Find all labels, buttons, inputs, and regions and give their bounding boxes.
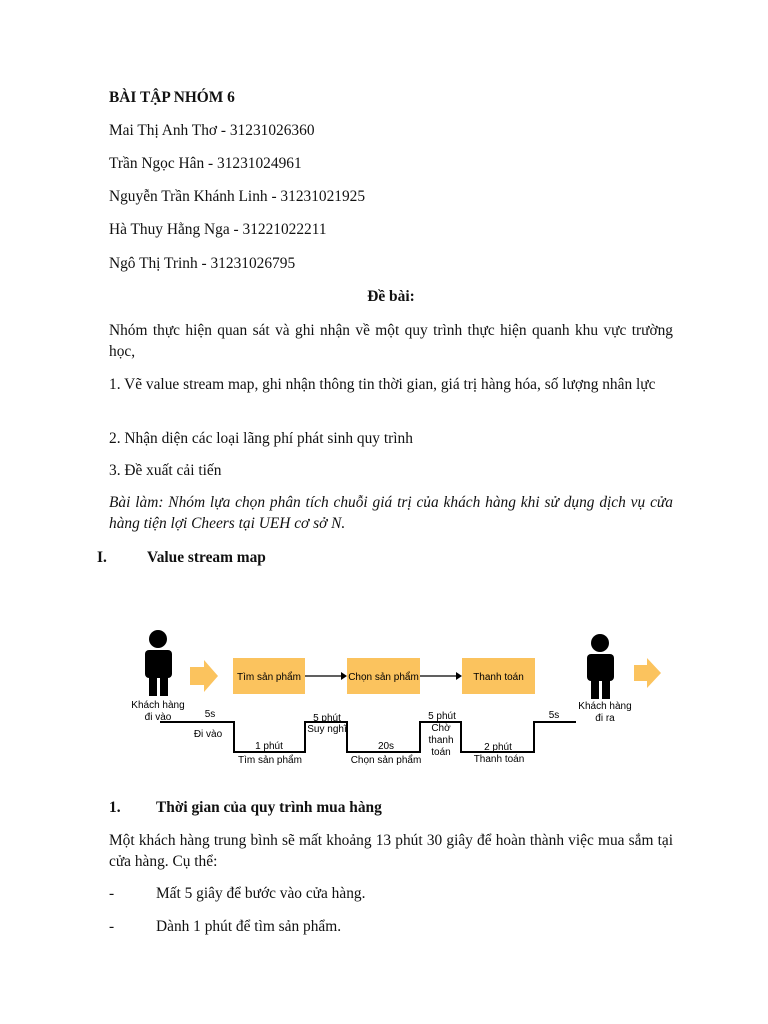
time-pay: 2 phút — [484, 742, 512, 753]
time-exit: 5s — [548, 710, 560, 721]
assignment-heading: Đề bài: — [367, 288, 415, 305]
bullet-2-text: Dành 1 phút để tìm sản phẩm. — [156, 918, 342, 935]
document-title: BÀI TẬP NHÓM 6 — [109, 89, 235, 106]
answer-paragraph: Bài làm: Nhóm lựa chọn phân tích chuỗi giá trị của khách hàng khi sử dụng dịch vụ cửa hàng tiện lợi Cheers tại UEH cơ sở N. — [109, 494, 673, 532]
subsection-title: Thời gian của quy trình mua hàng — [156, 799, 382, 816]
bullet-2-marker: - — [109, 918, 115, 935]
label-wait-3: toán — [431, 747, 451, 758]
value-stream-map — [0, 620, 768, 780]
label-choose: Chọn sản phẩm — [350, 755, 422, 766]
member-2: Trần Ngọc Hân - 31231024961 — [109, 155, 302, 172]
timeline-line — [160, 722, 576, 752]
member-4: Hà Thuy Hằng Nga - 31221022211 — [109, 221, 327, 238]
task-2: 2. Nhận diện các loại lãng phí phát sinh quy trình — [109, 430, 413, 447]
time-think: 5 phút — [313, 713, 341, 724]
task-1: 1. Vẽ value stream map, ghi nhận thông tin thời gian, giá trị hàng hóa, số lượng nhân lực — [109, 376, 656, 393]
bullet-1-marker: - — [109, 885, 115, 902]
customer-out-label-2: đi ra — [595, 713, 615, 724]
time-wait: 5 phút — [428, 711, 456, 722]
customer-out-icon — [587, 634, 614, 699]
label-wait-2: thanh — [428, 735, 454, 746]
process-box-choose-label: Chọn sản phẩm — [348, 672, 419, 683]
label-wait-1: Chờ — [431, 723, 451, 734]
process-box-find-label: Tìm sản phẩm — [237, 672, 301, 683]
label-find: Tìm sản phẩm — [238, 755, 302, 766]
customer-out-label-1: Khách hàng — [578, 701, 632, 712]
bullet-1-text: Mất 5 giây để bước vào cửa hàng. — [156, 885, 366, 902]
intro-paragraph: Nhóm thực hiện quan sát và ghi nhận về một quy trình thực hiện quanh khu vực trường học, — [109, 322, 673, 360]
time-enter: 5s — [204, 709, 216, 720]
customer-in-icon — [145, 630, 172, 696]
label-think: Suy nghĩ — [307, 724, 347, 735]
member-3: Nguyễn Trần Khánh Linh - 31231021925 — [109, 188, 366, 205]
member-5: Ngô Thị Trinh - 31231026795 — [109, 255, 296, 272]
time-find: 1 phút — [255, 741, 283, 752]
section-title: Value stream map — [147, 549, 266, 566]
subsection-number: 1. — [109, 799, 121, 816]
label-pay: Thanh toán — [473, 754, 525, 765]
exit-arrow-icon — [634, 658, 661, 688]
label-enter: Đi vào — [193, 729, 223, 740]
section-number: I. — [97, 549, 107, 566]
customer-in-label-1: Khách hàng — [131, 700, 185, 711]
entry-arrow-icon — [190, 660, 218, 692]
time-choose: 20s — [377, 741, 395, 752]
body-paragraph: Một khách hàng trung bình sẽ mất khoảng 13 phút 30 giây để hoàn thành việc mua sắm tại cửa hàng. Cụ thể: — [109, 832, 673, 870]
member-1: Mai Thị Anh Thơ - 31231026360 — [109, 122, 315, 139]
customer-in-label-2: đi vào — [144, 712, 172, 723]
task-3: 3. Đề xuất cải tiến — [109, 462, 222, 479]
process-box-pay-label: Thanh toán — [473, 672, 524, 683]
